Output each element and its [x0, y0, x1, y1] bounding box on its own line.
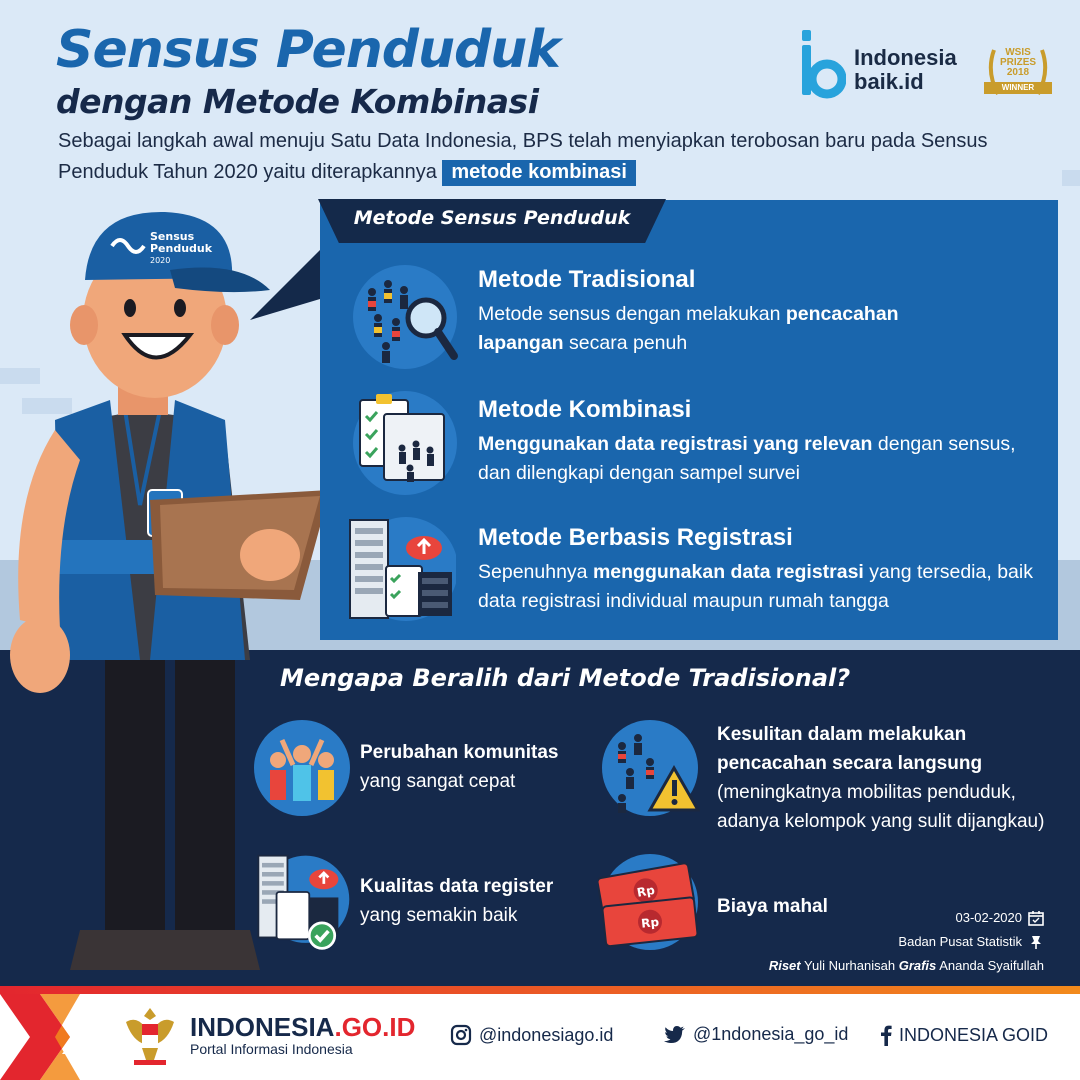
site-part2: .GO.ID — [334, 1012, 416, 1042]
indonesiabaik-logo — [800, 28, 990, 108]
crowd-magnifier-icon — [350, 262, 460, 372]
pin-icon — [1028, 934, 1044, 950]
desc-post: yang tersedia, baik data registrasi individual maupun rumah tangga — [478, 561, 1033, 612]
method-title-kombinasi: Metode Kombinasi — [478, 396, 692, 423]
methods-heading: Metode Sensus Penduduk — [353, 207, 631, 229]
server-cloud-icon — [346, 514, 456, 624]
prize-line4: WINNER — [984, 82, 1052, 94]
reason-community-rest: yang sangat cepat — [360, 771, 516, 792]
facebook-icon — [880, 1024, 892, 1046]
publish-date: 03-02-2020 — [955, 910, 1022, 925]
logo-b-icon — [800, 30, 846, 102]
method-desc-kombinasi — [478, 430, 1048, 488]
calendar-icon — [1028, 910, 1044, 926]
intro-paragraph — [58, 126, 1018, 188]
reason-community-bold: Perubahan komunitas — [360, 742, 559, 763]
riset-label: Riset — [768, 958, 801, 973]
cap-text-1: Sensus — [150, 230, 195, 243]
method-desc-registrasi — [478, 558, 1048, 616]
logo-line2: baik.id — [854, 69, 924, 94]
twitter-icon — [664, 1025, 686, 1045]
footer-site-name[interactable] — [190, 1012, 415, 1043]
method-title-tradisional: Metode Tradisional — [478, 266, 696, 293]
logo-line1: Indonesia — [854, 45, 957, 70]
desc-pre: Sepenuhnya — [478, 561, 593, 583]
reason-community — [360, 738, 600, 796]
intro-text: Sebagai langkah awal menuju Satu Data Indonesia, BPS telah menyiapkan terobosan baru pada Sensus Penduduk Tahun 2020 yaitu diterapkannya — [58, 130, 988, 183]
twitter-handle: @1ndonesia_go_id — [693, 1024, 849, 1044]
instagram-handle: @indonesiago.id — [479, 1024, 614, 1045]
wall-brick — [1062, 170, 1080, 186]
method-title-registrasi: Metode Berbasis Registrasi — [478, 524, 793, 551]
brand-mark-icon — [0, 994, 110, 1080]
reason-difficulty — [717, 720, 1057, 836]
method-desc-tradisional — [478, 300, 978, 358]
desc-bold: Menggunakan data registrasi yang relevan — [478, 433, 873, 455]
facebook-link[interactable] — [880, 1024, 1048, 1046]
community-icon — [252, 718, 352, 818]
garuda-emblem-icon — [122, 1004, 178, 1066]
site-part1: INDONESIA — [190, 1012, 335, 1042]
money-icon — [598, 852, 698, 952]
desc-bold: menggunakan data registrasi — [592, 561, 864, 583]
footer-tagline: Portal Informasi Indonesia — [190, 1041, 353, 1057]
reason-register-rest: yang semakin baik — [360, 905, 518, 926]
instagram-link[interactable] — [450, 1024, 613, 1046]
desc-post: dengan sensus, dan dilengkapi dengan sampel survei — [478, 433, 1016, 484]
reasons-heading: Mengapa Beralih dari Metode Tradisional? — [280, 664, 851, 692]
desc-pre: Metode sensus dengan melakukan — [478, 303, 786, 325]
reason-register-bold: Kualitas data register — [360, 876, 554, 897]
page-title: Sensus Penduduk — [56, 20, 560, 80]
credits — [769, 906, 1044, 978]
reason-difficulty-bold: Kesulitan dalam melakukan pencacahan secara langsung — [717, 724, 983, 774]
prize-line1: WSIS — [1005, 47, 1031, 58]
desc-post: secara penuh — [563, 332, 688, 354]
source: Badan Pusat Statistik — [898, 934, 1022, 949]
page-subtitle: dengan Metode Kombinasi — [56, 82, 539, 121]
crowd-warning-icon — [600, 718, 700, 818]
footer-stripe — [0, 986, 1080, 994]
twitter-link[interactable] — [664, 1024, 848, 1045]
data-register-icon — [252, 852, 352, 952]
reason-difficulty-rest: (meningkatnya mobilitas penduduk, adanya kelompok yang sulit dijangkau) — [717, 782, 1045, 832]
wsis-prize-badge — [984, 40, 1052, 104]
reason-cost-bold: Biaya mahal — [717, 896, 828, 917]
reason-register — [360, 872, 600, 930]
intro-highlight: metode kombinasi — [442, 160, 636, 186]
currency-label: Rp — [635, 882, 656, 900]
prize-line2: PRIZES — [999, 57, 1037, 68]
riset-name: Yuli Nurhanisah — [804, 958, 896, 973]
clipboard-crowd-icon — [350, 388, 460, 498]
prize-line3: 2018 — [1006, 67, 1030, 78]
instagram-icon — [450, 1024, 472, 1046]
grafis-label: Grafis — [898, 958, 937, 973]
desc-bold: pencacahan lapangan — [478, 303, 899, 354]
grafis-name: Ananda Syaifullah — [939, 958, 1044, 973]
cap-text-2: Penduduk — [150, 242, 213, 255]
currency-label: Rp — [640, 914, 660, 931]
facebook-handle: INDONESIA GOID — [899, 1024, 1049, 1045]
cap-text-3: 2020 — [150, 256, 171, 265]
